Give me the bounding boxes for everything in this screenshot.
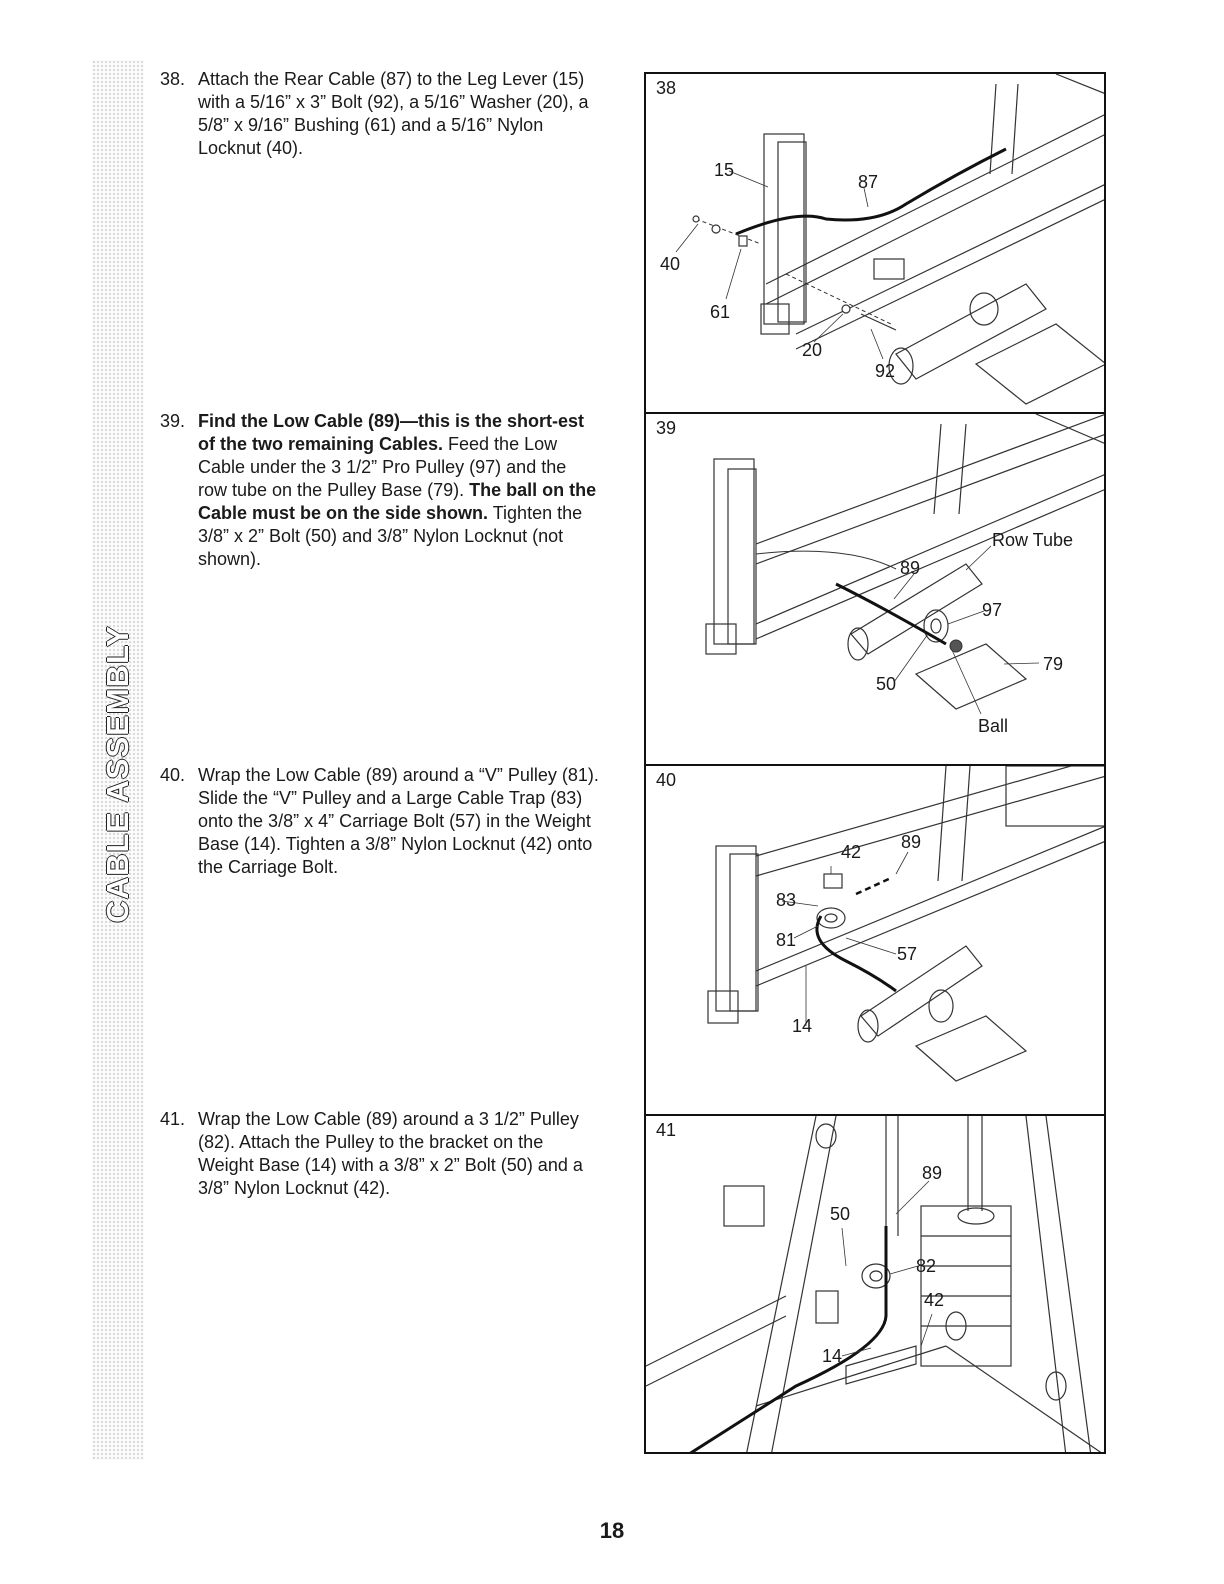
step-text (198, 410, 600, 571)
callout-42: 42 (924, 1290, 945, 1310)
step-text-segment: Tighten the 3/8” x 2” Bolt (50) and 3/8” Nylon Locknut (not shown). (198, 503, 583, 569)
figure-39 (644, 412, 1106, 764)
callout-83: 83 (776, 890, 797, 910)
page-number: 18 (599, 1518, 625, 1543)
step-text-segment: Wrap the Low Cable (89) around a “V” Pulley (81). Slide the “V” Pulley and a Large Cable Trap (83) onto the 3/8” x 4” Carriage Bolt (57) in the Weight Base (14). Tighten a 3/8” Nylon Locknut (42) onto the Carriage Bolt. (198, 765, 599, 877)
figure-40 (644, 764, 1106, 1116)
callout-57: 57 (897, 944, 918, 964)
figure-41-drawing (646, 1116, 1106, 1454)
callout-50: 50 (830, 1204, 851, 1224)
step-text-segment: Wrap the Low Cable (89) around a 3 1/2” Pulley (82). Attach the Pulley to the bracket on the Weight Base (14) with a 3/8” x 2” Bolt (50) and a 3/8” Nylon Locknut (42). (198, 1109, 583, 1198)
figure-number: 39 (656, 418, 677, 438)
figure-number: 41 (656, 1120, 677, 1140)
step-41 (160, 1108, 600, 1200)
figure-40-drawing (646, 766, 1106, 1116)
callout-87: 87 (858, 172, 879, 192)
step-38 (160, 68, 600, 160)
step-text-segment: Feed the Low Cable under the 3 1/2” Pro Pulley (97) and the row tube on the Pulley Base (79). (198, 434, 567, 500)
step-39 (160, 410, 600, 571)
callout-97: 97 (982, 600, 1003, 620)
step-text (198, 764, 600, 879)
step-text (198, 1108, 600, 1200)
callout-89: 89 (900, 558, 921, 578)
figure-38 (644, 72, 1106, 413)
step-number: 41. (160, 1109, 186, 1129)
callout-42: 42 (841, 842, 862, 862)
callout-14: 14 (822, 1346, 843, 1366)
figure-number: 38 (656, 78, 677, 98)
callout-40: 40 (660, 254, 681, 274)
callout-89: 89 (922, 1163, 943, 1183)
callout-82: 82 (916, 1256, 937, 1276)
step-text (198, 68, 600, 160)
step-40 (160, 764, 600, 879)
step-number: 39. (160, 411, 186, 431)
callout-row-tube: Row Tube (992, 530, 1074, 550)
callout-89: 89 (901, 832, 922, 852)
callout-20: 20 (802, 340, 823, 360)
step-text-segment: Attach the Rear Cable (87) to the Leg Lever (15) with a 5/16” x 3” Bolt (92), a 5/16” Washer (20), a 5/8” x 9/16” Bushing (61) and a 5/16” Nylon Locknut (40). (198, 69, 589, 158)
callout-15: 15 (714, 160, 735, 180)
step-text-bold-segment: Find the Low Cable (89)—this is the short-est of the two remaining Cables. (198, 411, 585, 454)
step-number: 40. (160, 765, 186, 785)
callout-81: 81 (776, 930, 797, 950)
section-side-label: CABLE ASSEMBLY (100, 625, 135, 923)
step-text-bold-segment: The ball on the Cable must be on the side shown. (198, 480, 597, 523)
callout-ball: Ball (978, 716, 1009, 736)
figure-39-drawing (646, 414, 1106, 764)
callout-14: 14 (792, 1016, 813, 1036)
figure-41 (644, 1114, 1106, 1454)
callout-50: 50 (876, 674, 897, 694)
callout-61: 61 (710, 302, 731, 322)
callout-92: 92 (875, 361, 896, 381)
step-number: 38. (160, 69, 186, 89)
callout-79: 79 (1043, 654, 1064, 674)
figure-number: 40 (656, 770, 677, 790)
